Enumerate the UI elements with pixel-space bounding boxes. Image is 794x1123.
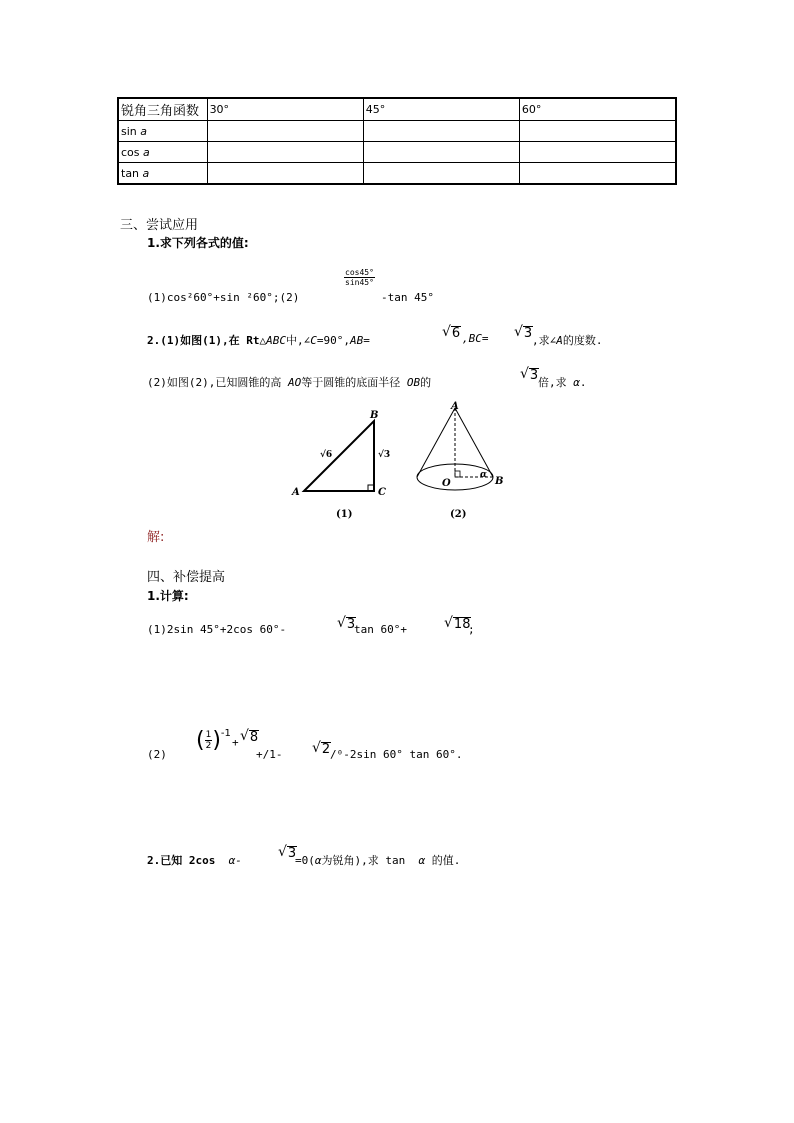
section4-q2-a xyxy=(147,852,242,868)
text: 的度数. xyxy=(562,334,603,347)
text: AO xyxy=(287,376,302,389)
fig1-caption: (1) xyxy=(336,509,353,520)
section4-q1-1-a: (1)2sin 45°+2cos 60°- xyxy=(147,623,287,636)
fig1-label-C: C xyxy=(378,487,386,498)
sqrt-3: √ 3 xyxy=(520,366,539,383)
fraction-denominator: 2 xyxy=(205,741,212,751)
sqrt-3: √ 3 xyxy=(514,324,533,341)
text: 等于圆锥的底面半径 xyxy=(301,376,401,389)
answer-label: 解: xyxy=(147,530,165,545)
text: 为锐角),求 tan xyxy=(321,854,406,867)
section3-q2-line xyxy=(147,332,370,348)
fraction-numerator: 1 xyxy=(205,730,212,740)
semicolon: ; xyxy=(468,623,475,636)
section4-q1-2-label: (2) xyxy=(147,748,167,761)
text: ,求∠ xyxy=(532,334,557,347)
trig-table xyxy=(117,97,677,185)
radicand: 3 xyxy=(346,617,356,632)
table-header-cell: 45° xyxy=(363,98,519,121)
table-cell xyxy=(363,163,519,185)
sqrt-2: √ 2 xyxy=(312,740,331,757)
abs-open: +/1- xyxy=(256,748,283,761)
section3-q1-1: (1)cos²60°+sin ²60°;(2) xyxy=(147,291,300,304)
radicand: 3 xyxy=(529,368,539,383)
section3-title: 三、尝试应用 xyxy=(120,218,199,233)
table-row xyxy=(118,142,676,163)
radicand: 2 xyxy=(321,742,331,757)
radicand: 3 xyxy=(287,846,297,861)
table-header-cell: 锐角三角函数 xyxy=(118,98,207,121)
sqrt-8: √ 8 xyxy=(240,728,259,745)
text: A xyxy=(556,334,563,347)
table-row xyxy=(118,163,676,185)
table-cell xyxy=(519,163,676,185)
fn-name: sin xyxy=(121,124,137,138)
var-name: a xyxy=(140,124,148,138)
text: 2.(1)如图(1),在 Rt△ xyxy=(147,334,267,347)
radicand: 3 xyxy=(523,326,533,341)
table-header-cell: 30° xyxy=(207,98,363,121)
table-row-label xyxy=(118,163,207,185)
section3-q1-fraction xyxy=(344,268,375,287)
fig2-caption: (2) xyxy=(450,509,467,520)
section4-q2-b xyxy=(295,852,460,868)
radicand: 18 xyxy=(453,617,471,632)
exponent: -1 xyxy=(220,728,231,739)
table-cell xyxy=(207,121,363,142)
text: α- xyxy=(228,854,242,867)
table-row-label xyxy=(118,121,207,142)
radicand: 6 xyxy=(451,326,461,341)
figure-2-cone xyxy=(410,398,520,525)
fig1-label-sqrt3: √3 xyxy=(378,450,391,460)
figure-1-triangle xyxy=(288,405,398,525)
table-cell xyxy=(207,163,363,185)
text: 的 xyxy=(420,376,432,389)
fraction-denominator: sin45° xyxy=(345,278,374,287)
section4-q1-1-b: tan 60°+ xyxy=(354,623,407,636)
radicand: 8 xyxy=(249,730,259,745)
text: 倍,求 xyxy=(538,376,567,389)
sqrt-6: √ 6 xyxy=(442,324,461,341)
text: 中,∠ xyxy=(285,334,311,347)
text: (2)如图(2),已知圆锥的高 xyxy=(147,376,282,389)
sqrt-3: √ 3 xyxy=(278,844,297,861)
section3-q2-tail xyxy=(532,332,603,348)
plus: + xyxy=(232,736,239,749)
paren: ) xyxy=(212,728,221,753)
fraction-numerator: cos45° xyxy=(345,268,374,277)
fig1-label-B: B xyxy=(370,410,379,421)
section4-q1-title: 1.计算: xyxy=(147,589,189,603)
text: α xyxy=(573,376,580,389)
sqrt-3: √ 3 xyxy=(337,615,356,632)
fn-name: tan xyxy=(121,166,140,180)
section3-q2-2-line xyxy=(147,374,431,390)
fig2-label-O: O xyxy=(442,478,451,489)
text: AB= xyxy=(349,334,370,347)
paren: ( xyxy=(196,728,205,753)
fig1-label-A: A xyxy=(292,487,300,498)
fig2-label-alpha: α xyxy=(480,470,487,480)
table-cell xyxy=(519,142,676,163)
fraction xyxy=(344,268,375,287)
half-power xyxy=(196,728,231,753)
fig2-label-B: B xyxy=(495,476,504,487)
fn-name: cos xyxy=(121,145,140,159)
text: α xyxy=(314,854,322,867)
table-row-label xyxy=(118,142,207,163)
table-header-row xyxy=(118,98,676,121)
table-cell xyxy=(207,142,363,163)
text: 的值. xyxy=(431,854,461,867)
var-name: a xyxy=(142,166,150,180)
text: =90°, xyxy=(316,334,350,347)
sqrt-18: √ 18 xyxy=(444,615,471,632)
text: =0( xyxy=(295,854,315,867)
section4-title: 四、补偿提高 xyxy=(147,570,226,585)
text: ,BC= xyxy=(462,332,489,345)
section4-q1-2-tail: /⁰-2sin 60° tan 60°. xyxy=(330,748,463,761)
text: C xyxy=(310,334,317,347)
var-name: a xyxy=(143,145,150,159)
text: ABC xyxy=(266,334,286,347)
text: . xyxy=(579,376,587,389)
section3-q2-2-tail xyxy=(538,374,587,390)
table-header-cell: 60° xyxy=(519,98,676,121)
text: OB xyxy=(406,376,421,389)
table-row xyxy=(118,121,676,142)
fig2-label-A: A xyxy=(451,401,459,412)
text: 2.已知 2cos xyxy=(147,854,216,867)
section3-q1-title: 1.求下列各式的值: xyxy=(147,236,249,250)
section3-q1-2-tail: -tan 45° xyxy=(381,291,434,304)
table-cell xyxy=(519,121,676,142)
table-cell xyxy=(363,121,519,142)
fig1-label-sqrt6: √6 xyxy=(320,450,333,460)
text: α xyxy=(418,854,426,867)
table-cell xyxy=(363,142,519,163)
